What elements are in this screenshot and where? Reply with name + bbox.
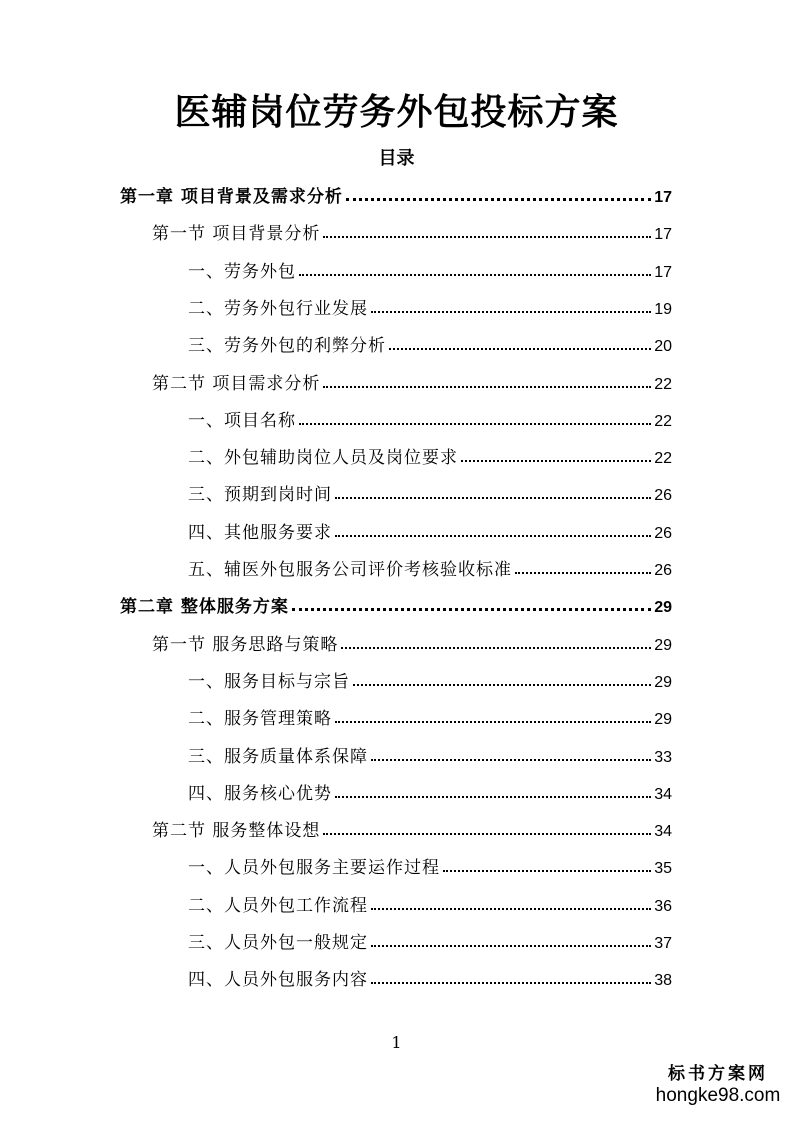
- toc-leader-dots: [299, 274, 651, 276]
- toc-entry-label: 一、项目名称: [188, 410, 296, 431]
- toc-chapter-entry[interactable]: [120, 591, 672, 617]
- toc-entry-label: 三、服务质量体系保障: [188, 746, 368, 767]
- toc-entry-label: 四、人员外包服务内容: [188, 970, 368, 991]
- toc-subsection-entry[interactable]: [188, 890, 672, 916]
- toc-subsection-entry[interactable]: [188, 778, 672, 804]
- toc-subsection-entry[interactable]: [188, 741, 672, 767]
- toc-entry-page: 20: [654, 338, 672, 356]
- toc-leader-dots: [371, 311, 651, 313]
- toc-subsection-entry[interactable]: [188, 852, 672, 878]
- toc-leader-dots: [292, 608, 651, 611]
- toc-leader-dots: [341, 647, 651, 649]
- toc-entry-page: 29: [654, 599, 672, 617]
- toc-leader-dots: [353, 684, 651, 686]
- toc-entry-label: 第一章 项目背景及需求分析: [120, 187, 343, 207]
- toc-entry-label: 三、劳务外包的利弊分析: [188, 336, 386, 357]
- toc-leader-dots: [335, 497, 651, 499]
- watermark-text-cn: 标书方案网: [668, 1064, 768, 1083]
- toc-leader-dots: [371, 982, 651, 984]
- toc-subsection-entry[interactable]: [188, 293, 672, 319]
- toc-entry-page: 36: [654, 897, 672, 915]
- toc-leader-dots: [371, 945, 651, 947]
- toc-subsection-entry[interactable]: [188, 330, 672, 356]
- toc-entry-label: 三、人员外包一般规定: [188, 933, 368, 953]
- toc-entry-label: 第一节 服务思路与策略: [152, 634, 339, 655]
- toc-entry-page: 35: [654, 860, 672, 878]
- toc-entry-page: 29: [654, 711, 672, 729]
- toc-entry-label: 四、其他服务要求: [188, 522, 332, 543]
- toc-subsection-entry[interactable]: [188, 442, 672, 468]
- toc-entry-page: 26: [654, 487, 672, 505]
- toc-entry-page: 38: [654, 972, 672, 990]
- toc-entry-label: 第二节 项目需求分析: [152, 373, 321, 394]
- toc-entry-page: 33: [654, 748, 672, 766]
- toc-section-entry[interactable]: [152, 368, 672, 394]
- toc-entry-page: 29: [654, 673, 672, 691]
- toc-entry-label: 五、辅医外包服务公司评价考核验收标准: [188, 560, 512, 580]
- toc-leader-dots: [335, 535, 651, 537]
- toc-leader-dots: [371, 908, 651, 910]
- toc-entry-page: 19: [654, 300, 672, 318]
- toc-heading: 目录: [378, 148, 415, 169]
- toc-subsection-entry[interactable]: [188, 554, 672, 580]
- toc-leader-dots: [371, 759, 651, 761]
- toc-entry-page: 34: [654, 823, 672, 841]
- toc-subsection-entry[interactable]: [188, 964, 672, 990]
- toc-entry-label: 四、服务核心优势: [188, 783, 332, 804]
- toc-leader-dots: [515, 572, 651, 574]
- toc-entry-page: 22: [654, 450, 672, 468]
- watermark-text-en: hongke98.com: [655, 1085, 781, 1106]
- toc-entry-label: 二、外包辅助岗位人员及岗位要求: [188, 448, 458, 469]
- toc-entry-label: 三、预期到岗时间: [188, 485, 332, 506]
- toc-entry-page: 34: [654, 785, 672, 803]
- toc-section-entry[interactable]: [152, 218, 672, 244]
- toc-entry-page: 26: [654, 562, 672, 579]
- toc-entry-label: 一、服务目标与宗旨: [188, 671, 350, 692]
- toc-section-entry[interactable]: [152, 629, 672, 655]
- toc-subsection-entry[interactable]: [188, 666, 672, 692]
- toc-leader-dots: [461, 460, 651, 462]
- toc-entry-page: 29: [654, 636, 672, 654]
- toc-entry-label: 第二节 服务整体设想: [152, 821, 321, 842]
- toc-entry-label: 二、人员外包工作流程: [188, 895, 368, 916]
- toc-leader-dots: [443, 870, 651, 872]
- toc-leader-dots: [323, 386, 651, 388]
- toc-entry-page: 22: [654, 412, 672, 430]
- toc-subsection-entry[interactable]: [188, 517, 672, 543]
- toc-entry-page: 17: [654, 226, 672, 244]
- toc-subsection-entry[interactable]: [188, 256, 672, 282]
- document-title: 医辅岗位劳务外包投标方案: [174, 91, 619, 133]
- toc-subsection-entry[interactable]: [188, 927, 672, 953]
- toc-leader-dots: [389, 348, 651, 350]
- toc-subsection-entry[interactable]: [188, 703, 672, 729]
- toc-entry-label: 一、劳务外包: [188, 261, 296, 282]
- toc-leader-dots: [323, 236, 651, 238]
- toc-entry-label: 第二章 整体服务方案: [120, 597, 289, 618]
- toc-section-entry[interactable]: [152, 815, 672, 841]
- toc-entry-page: 17: [654, 189, 672, 206]
- page-number: 1: [391, 1033, 402, 1052]
- toc-subsection-entry[interactable]: [188, 405, 672, 431]
- toc-leader-dots: [299, 423, 651, 425]
- toc-entry-label: 二、服务管理策略: [188, 709, 332, 730]
- site-watermark: [648, 1064, 788, 1108]
- toc-entry-page: 17: [654, 263, 672, 281]
- toc-leader-dots: [346, 198, 651, 201]
- toc-chapter-entry[interactable]: [120, 181, 672, 207]
- toc-entry-page: 22: [654, 375, 672, 393]
- toc-subsection-entry[interactable]: [188, 479, 672, 505]
- toc-leader-dots: [323, 833, 651, 835]
- toc-leader-dots: [335, 721, 651, 723]
- toc-entry-label: 一、人员外包服务主要运作过程: [188, 858, 440, 879]
- toc-leader-dots: [335, 796, 651, 798]
- toc-entry-page: 26: [654, 524, 672, 542]
- toc-entry-label: 第一节 项目背景分析: [152, 224, 321, 245]
- toc-entry-label: 二、劳务外包行业发展: [188, 298, 368, 319]
- toc-entry-page: 37: [654, 935, 672, 952]
